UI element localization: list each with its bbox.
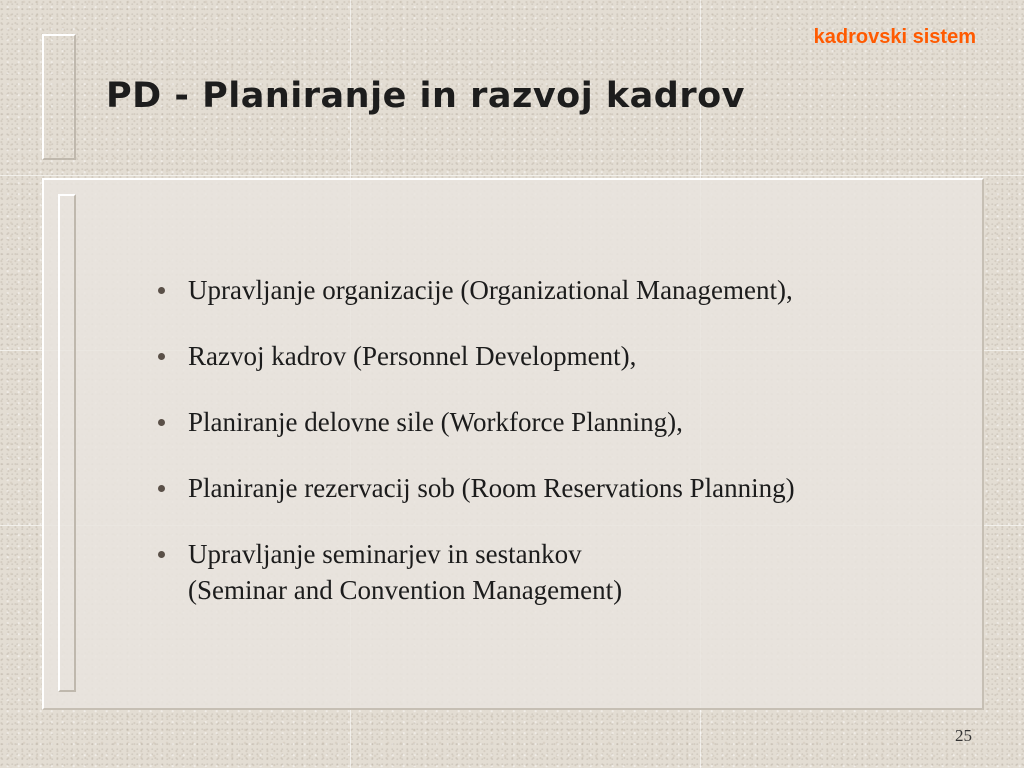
bullet-dot-icon [158, 551, 165, 558]
bullet-item [154, 404, 974, 440]
bullet-text-continuation: (Seminar and Convention Management) [188, 575, 623, 605]
bullet-text: Upravljanje seminarjev in sestankov [188, 539, 582, 569]
content-panel-decoration-strip [58, 194, 76, 692]
bullet-dot-icon [158, 287, 165, 294]
bullet-dot-icon [158, 419, 165, 426]
title-decoration-bracket [42, 34, 76, 160]
bullet-dot-icon [158, 485, 165, 492]
bullet-text: Planiranje delovne sile (Workforce Planning), [188, 407, 683, 437]
bullet-dot-icon [158, 353, 165, 360]
bullet-item [154, 536, 974, 608]
bullet-list [154, 272, 974, 638]
bullet-text: Razvoj kadrov (Personnel Development), [188, 341, 637, 371]
bullet-item [154, 272, 974, 308]
background-grid-line [0, 175, 1024, 176]
page-number: 25 [955, 726, 972, 745]
bullet-text: Upravljanje organizacije (Organizational Management), [188, 275, 793, 305]
bullet-text: Planiranje rezervacij sob (Room Reservations Planning) [188, 473, 795, 503]
slide-title: PD - Planiranje in razvoj kadrov [106, 76, 745, 116]
section-tag: kadrovski sistem [813, 26, 976, 48]
bullet-item [154, 338, 974, 374]
bullet-item [154, 470, 974, 506]
